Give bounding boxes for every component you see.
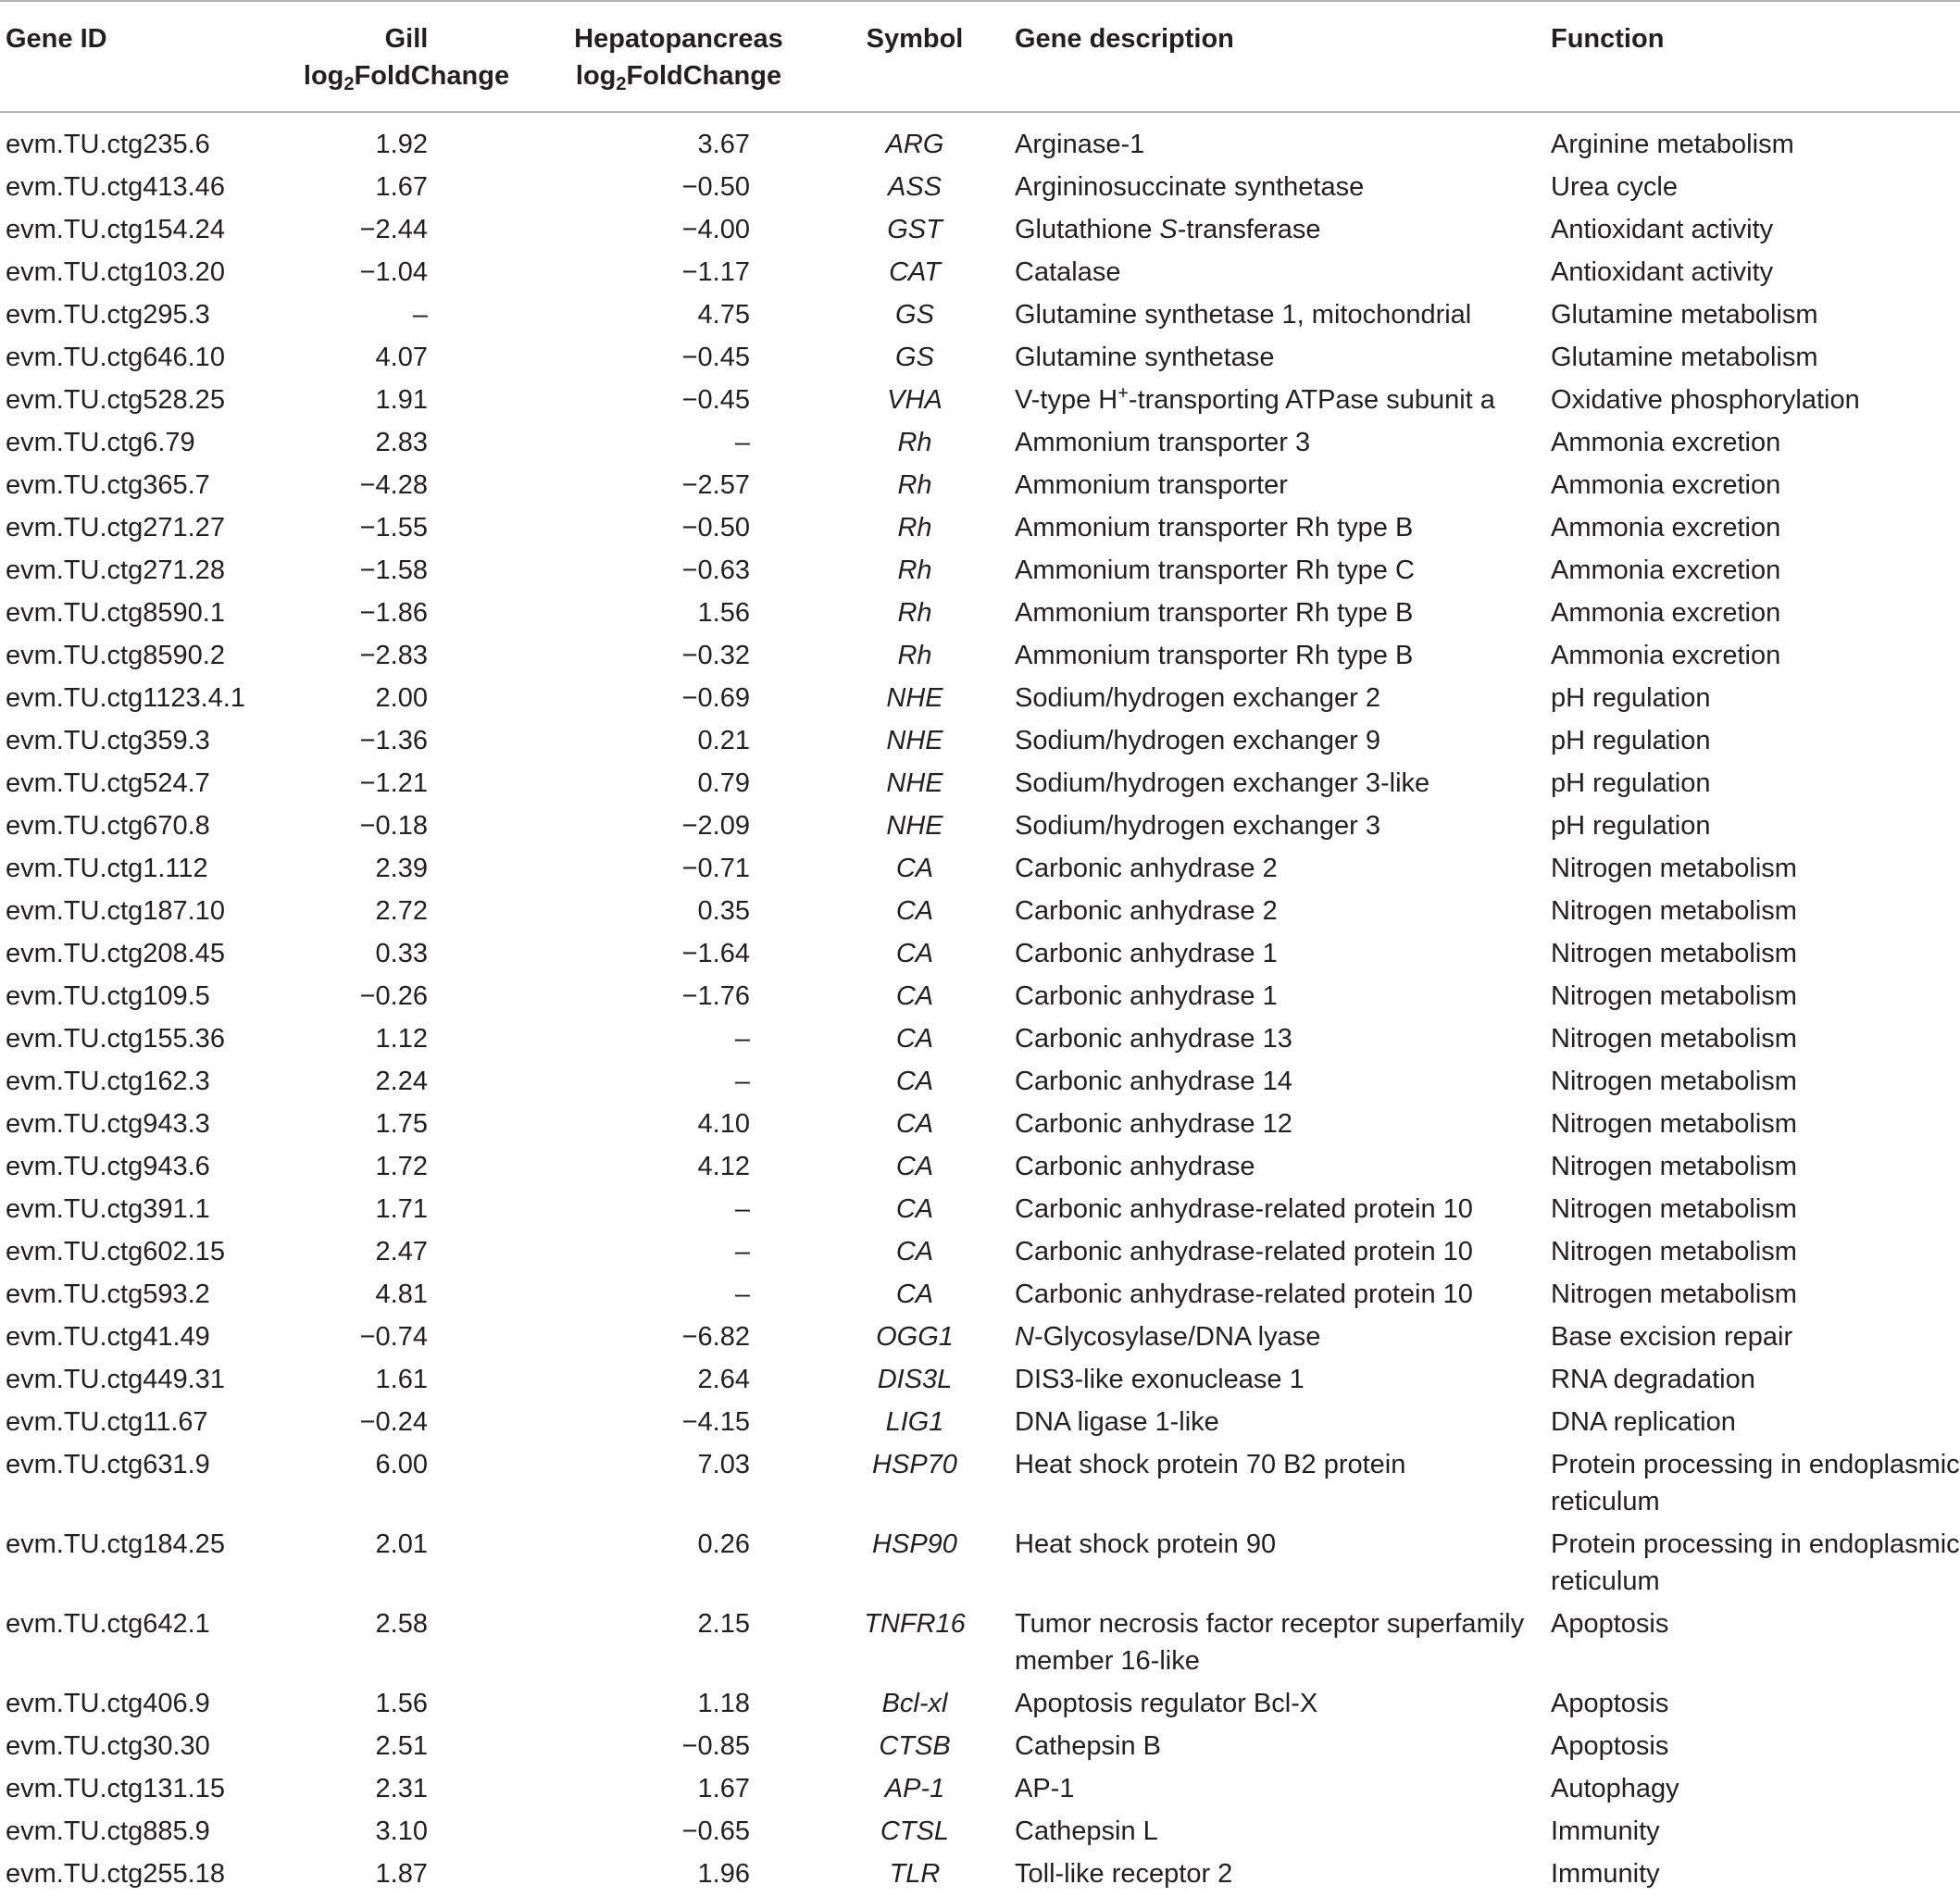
table-row xyxy=(0,251,1960,293)
function-cell: Protein processing in endoplasmic reticulum xyxy=(1551,1529,1960,1596)
gill-value-cell: 3.10 xyxy=(375,1816,428,1846)
gill-value-cell: −2.44 xyxy=(359,215,428,244)
gene-id-cell: evm.TU.ctg184.25 xyxy=(6,1529,225,1559)
hepatopancreas-value-cell: −4.00 xyxy=(681,215,750,244)
table-row xyxy=(0,677,1960,719)
hepatopancreas-value-cell: −0.69 xyxy=(681,683,750,713)
header-hep-log-sub: 2 xyxy=(616,74,627,94)
hepatopancreas-value-cell: 2.15 xyxy=(697,1609,750,1639)
gene-description-cell: N-Glycosylase/DNA lyase xyxy=(1015,1322,1321,1352)
gene-description-cell: Carbonic anhydrase-related protein 10 xyxy=(1015,1194,1473,1224)
gill-value-cell: 1.56 xyxy=(375,1689,428,1718)
gill-value-cell: −0.74 xyxy=(359,1322,428,1352)
gene-description-cell: Glutathione S-transferase xyxy=(1015,215,1321,244)
table-row xyxy=(0,1725,1960,1767)
gene-id-cell: evm.TU.ctg1.112 xyxy=(6,854,208,883)
table-row xyxy=(0,506,1960,549)
function-cell: Apoptosis xyxy=(1551,1731,1669,1761)
gene-id-cell: evm.TU.ctg162.3 xyxy=(6,1067,210,1096)
symbol-cell: CA xyxy=(895,939,934,968)
function-cell: Ammonia excretion xyxy=(1551,555,1781,585)
gill-value-cell: −4.28 xyxy=(359,470,428,500)
symbol-cell: ASS xyxy=(887,172,943,202)
symbol-cell: CTSB xyxy=(879,1731,951,1761)
gene-id-cell: evm.TU.ctg524.7 xyxy=(6,768,210,798)
gene-description-cell: Cathepsin B xyxy=(1015,1731,1161,1761)
hepatopancreas-value-cell: 1.56 xyxy=(697,598,750,628)
gene-id-cell: evm.TU.ctg670.8 xyxy=(6,811,210,841)
function-cell: Antioxidant activity xyxy=(1551,215,1774,244)
table-row xyxy=(0,421,1960,464)
table-row xyxy=(0,805,1960,847)
function-cell: pH regulation xyxy=(1551,811,1711,841)
table-row xyxy=(0,1682,1960,1725)
gene-id-cell: evm.TU.ctg271.28 xyxy=(6,555,225,585)
table-row xyxy=(0,932,1960,975)
table-row xyxy=(0,1060,1960,1103)
hepatopancreas-value-cell: – xyxy=(734,1067,750,1096)
function-cell: Nitrogen metabolism xyxy=(1551,1152,1797,1181)
gene-id-cell: evm.TU.ctg885.9 xyxy=(6,1816,210,1846)
hepatopancreas-value-cell: −0.65 xyxy=(681,1816,750,1846)
gill-value-cell: 1.91 xyxy=(375,385,428,415)
symbol-cell: Rh xyxy=(897,555,932,585)
gene-description-cell: Carbonic anhydrase 2 xyxy=(1015,896,1278,926)
hepatopancreas-value-cell: – xyxy=(734,428,750,457)
table-row xyxy=(0,719,1960,762)
function-cell: Nitrogen metabolism xyxy=(1551,896,1797,926)
hepatopancreas-value-cell: – xyxy=(734,1237,750,1267)
gene-id-cell: evm.TU.ctg187.10 xyxy=(6,896,225,926)
gene-description-cell: Carbonic anhydrase 12 xyxy=(1015,1109,1292,1139)
gill-value-cell: 2.58 xyxy=(375,1609,428,1639)
symbol-cell: CA xyxy=(895,1237,934,1267)
header-gill-title: Gill xyxy=(384,24,429,54)
function-cell: Autophagy xyxy=(1551,1774,1679,1803)
function-cell: RNA degradation xyxy=(1551,1365,1755,1394)
gene-id-cell: evm.TU.ctg295.3 xyxy=(6,300,210,330)
gene-id-cell: evm.TU.ctg391.1 xyxy=(6,1194,210,1224)
function-cell: DNA replication xyxy=(1551,1407,1736,1437)
gill-value-cell: 1.75 xyxy=(375,1109,428,1139)
table-row xyxy=(0,464,1960,506)
gill-value-cell: 4.81 xyxy=(375,1279,428,1309)
function-cell: Ammonia excretion xyxy=(1551,598,1781,628)
symbol-cell: ARG xyxy=(885,130,944,159)
gene-description-cell: Ammonium transporter Rh type B xyxy=(1015,513,1414,543)
header-hep-log-prefix: log xyxy=(575,61,617,91)
gene-description-cell: Ammonium transporter Rh type B xyxy=(1015,641,1414,670)
gene-description-cell: Glutamine synthetase 1, mitochondrial xyxy=(1015,300,1472,330)
function-cell: Nitrogen metabolism xyxy=(1551,1194,1797,1224)
gene-id-cell: evm.TU.ctg359.3 xyxy=(6,726,210,755)
gene-id-cell: evm.TU.ctg8590.1 xyxy=(6,598,225,628)
gene-id-cell: evm.TU.ctg413.46 xyxy=(6,172,225,202)
hepatopancreas-value-cell: – xyxy=(734,1279,750,1309)
gene-description-cell: Tumor necrosis factor receptor superfamily member 16-like xyxy=(1015,1609,1525,1676)
table-row xyxy=(0,1853,1960,1895)
table-row xyxy=(0,1017,1960,1060)
gene-id-cell: evm.TU.ctg602.15 xyxy=(6,1237,225,1267)
gene-id-cell: evm.TU.ctg103.20 xyxy=(6,257,225,287)
gene-description-cell: Carbonic anhydrase xyxy=(1015,1152,1255,1181)
gene-id-cell: evm.TU.ctg943.3 xyxy=(6,1109,210,1139)
table-row xyxy=(0,1316,1960,1358)
gill-value-cell: 1.87 xyxy=(375,1859,428,1889)
gill-value-cell: 1.67 xyxy=(375,172,428,202)
header-gill-log-suffix: FoldChange xyxy=(354,61,510,91)
hepatopancreas-value-cell: −1.76 xyxy=(681,981,750,1011)
function-cell: Urea cycle xyxy=(1551,172,1678,202)
header-hep-log-suffix: FoldChange xyxy=(626,61,782,91)
gill-value-cell: 1.72 xyxy=(375,1152,428,1181)
table-row xyxy=(0,293,1960,336)
hepatopancreas-value-cell: 1.18 xyxy=(697,1689,750,1718)
symbol-cell: GS xyxy=(895,300,934,330)
function-cell: Apoptosis xyxy=(1551,1609,1669,1639)
symbol-cell: CA xyxy=(895,1194,934,1224)
hepatopancreas-value-cell: −2.09 xyxy=(681,811,750,841)
gill-value-cell: −2.83 xyxy=(359,641,428,670)
gene-description-cell: Sodium/hydrogen exchanger 9 xyxy=(1015,726,1380,755)
hepatopancreas-value-cell: −6.82 xyxy=(681,1322,750,1352)
symbol-cell: CAT xyxy=(889,257,941,287)
function-cell: Glutamine metabolism xyxy=(1551,300,1818,330)
hepatopancreas-value-cell: 1.67 xyxy=(697,1774,750,1803)
gene-id-cell: evm.TU.ctg154.24 xyxy=(6,215,225,244)
symbol-cell: CA xyxy=(895,1109,934,1139)
gene-description-cell: Carbonic anhydrase 14 xyxy=(1015,1067,1292,1096)
symbol-cell: TLR xyxy=(889,1859,941,1889)
gene-description-cell: Carbonic anhydrase 2 xyxy=(1015,854,1278,883)
gene-description-cell: Carbonic anhydrase 1 xyxy=(1015,939,1278,968)
hepatopancreas-value-cell: −1.17 xyxy=(681,257,750,287)
gill-value-cell: 4.07 xyxy=(375,343,428,372)
gene-id-cell: evm.TU.ctg109.5 xyxy=(6,981,210,1011)
table-row xyxy=(0,762,1960,805)
gene-id-cell: evm.TU.ctg406.9 xyxy=(6,1689,210,1718)
function-cell: Nitrogen metabolism xyxy=(1551,1237,1797,1267)
gene-description-cell: Heat shock protein 70 B2 protein xyxy=(1015,1450,1406,1479)
symbol-cell: Bcl-xl xyxy=(881,1689,948,1718)
function-cell: Nitrogen metabolism xyxy=(1551,1109,1797,1139)
gill-value-cell: 2.00 xyxy=(375,683,428,713)
symbol-cell: Rh xyxy=(897,641,932,670)
table-row xyxy=(0,634,1960,677)
gill-value-cell: −1.55 xyxy=(359,513,428,543)
function-cell: Nitrogen metabolism xyxy=(1551,854,1797,883)
function-cell: Ammonia excretion xyxy=(1551,470,1781,500)
symbol-cell: NHE xyxy=(886,811,943,841)
gill-value-cell: – xyxy=(412,300,428,330)
symbol-cell: Rh xyxy=(897,470,932,500)
table-row xyxy=(0,975,1960,1017)
gill-value-cell: −0.18 xyxy=(359,811,428,841)
table-row xyxy=(0,592,1960,634)
function-cell: Nitrogen metabolism xyxy=(1551,939,1797,968)
symbol-cell: VHA xyxy=(887,385,943,415)
symbol-cell: Rh xyxy=(897,428,932,457)
symbol-cell: CA xyxy=(895,1279,934,1309)
gene-id-cell: evm.TU.ctg6.79 xyxy=(6,428,195,457)
hepatopancreas-value-cell: 0.35 xyxy=(697,896,750,926)
function-cell: Nitrogen metabolism xyxy=(1551,981,1797,1011)
hepatopancreas-value-cell: −2.57 xyxy=(681,470,750,500)
table-row xyxy=(0,336,1960,379)
symbol-cell: CA xyxy=(895,1024,934,1054)
table-row xyxy=(0,847,1960,890)
gill-value-cell: 1.92 xyxy=(375,130,428,159)
symbol-cell: AP-1 xyxy=(884,1774,945,1803)
table-row xyxy=(0,1443,1960,1523)
function-cell: Immunity xyxy=(1551,1816,1660,1846)
header-function: Function xyxy=(1543,1,1960,112)
gill-value-cell: 2.47 xyxy=(375,1237,428,1267)
gene-id-cell: evm.TU.ctg131.15 xyxy=(6,1774,225,1803)
gill-value-cell: 1.61 xyxy=(375,1365,428,1394)
table-row xyxy=(0,1810,1960,1853)
function-cell: Ammonia excretion xyxy=(1551,428,1781,457)
gene-id-cell: evm.TU.ctg8590.2 xyxy=(6,641,225,670)
hepatopancreas-value-cell: −0.85 xyxy=(681,1731,750,1761)
gill-value-cell: 0.33 xyxy=(375,939,428,968)
table-row xyxy=(0,1523,1960,1603)
gene-description-cell: Ammonium transporter Rh type C xyxy=(1015,555,1415,585)
symbol-cell: Rh xyxy=(897,598,932,628)
hepatopancreas-value-cell: 0.26 xyxy=(697,1529,750,1559)
gene-description-cell: Carbonic anhydrase-related protein 10 xyxy=(1015,1237,1473,1267)
header-gill xyxy=(278,1,535,112)
table-row xyxy=(0,1103,1960,1145)
gene-description-cell: DIS3-like exonuclease 1 xyxy=(1015,1365,1305,1394)
table-row xyxy=(0,379,1960,421)
function-cell: Ammonia excretion xyxy=(1551,641,1781,670)
gill-value-cell: 6.00 xyxy=(375,1450,428,1479)
header-gill-log-prefix: log xyxy=(303,61,344,91)
gill-value-cell: 2.01 xyxy=(375,1529,428,1559)
function-cell: Nitrogen metabolism xyxy=(1551,1067,1797,1096)
header-gill-log-sub: 2 xyxy=(343,74,355,94)
gene-id-cell: evm.TU.ctg271.27 xyxy=(6,513,225,543)
gene-description-cell: Heat shock protein 90 xyxy=(1015,1529,1277,1559)
gene-description-cell: Sodium/hydrogen exchanger 2 xyxy=(1015,683,1380,713)
function-cell: Protein processing in endoplasmic reticulum xyxy=(1551,1450,1960,1516)
header-row xyxy=(0,1,1960,112)
function-cell: pH regulation xyxy=(1551,683,1711,713)
table-row xyxy=(0,112,1960,166)
function-cell: Ammonia excretion xyxy=(1551,513,1781,543)
hepatopancreas-value-cell: −0.32 xyxy=(681,641,750,670)
gene-id-cell: evm.TU.ctg646.10 xyxy=(6,343,225,372)
hepatopancreas-value-cell: −0.50 xyxy=(681,172,750,202)
gill-value-cell: 1.71 xyxy=(375,1194,428,1224)
hepatopancreas-value-cell: 3.67 xyxy=(697,130,750,159)
gene-description-cell: Apoptosis regulator Bcl-X xyxy=(1015,1689,1318,1718)
table-header xyxy=(0,1,1960,112)
function-cell: Oxidative phosphorylation xyxy=(1551,385,1860,415)
symbol-cell: CA xyxy=(895,1152,934,1181)
hepatopancreas-value-cell: – xyxy=(734,1024,750,1054)
symbol-cell: CA xyxy=(895,854,934,883)
gene-description-cell: Ammonium transporter xyxy=(1015,470,1288,500)
function-cell: Apoptosis xyxy=(1551,1689,1669,1718)
symbol-cell: NHE xyxy=(886,683,943,713)
gill-value-cell: 2.31 xyxy=(375,1774,428,1803)
gene-description-cell: Cathepsin L xyxy=(1015,1816,1158,1846)
gene-description-cell: Glutamine synthetase xyxy=(1015,343,1275,372)
hepatopancreas-value-cell: 0.21 xyxy=(697,726,750,755)
gene-id-cell: evm.TU.ctg235.6 xyxy=(6,130,210,159)
gene-id-cell: evm.TU.ctg593.2 xyxy=(6,1279,210,1309)
gene-description-cell: Catalase xyxy=(1015,257,1121,287)
gill-value-cell: −1.58 xyxy=(359,555,428,585)
hepatopancreas-value-cell: 2.64 xyxy=(697,1365,750,1394)
hepatopancreas-value-cell: −0.71 xyxy=(681,854,750,883)
table-row xyxy=(0,1145,1960,1188)
function-cell: pH regulation xyxy=(1551,768,1711,798)
function-cell: pH regulation xyxy=(1551,726,1711,755)
hepatopancreas-value-cell: 1.96 xyxy=(697,1859,750,1889)
header-hep-title: Hepatopancreas xyxy=(574,24,783,54)
table-row xyxy=(0,1603,1960,1682)
gill-value-cell: 2.51 xyxy=(375,1731,428,1761)
gene-id-cell: evm.TU.ctg365.7 xyxy=(6,470,210,500)
gill-value-cell: 2.39 xyxy=(375,854,428,883)
gill-value-cell: 2.83 xyxy=(375,428,428,457)
table-row xyxy=(0,890,1960,932)
hepatopancreas-value-cell: 0.79 xyxy=(697,768,750,798)
function-cell: Antioxidant activity xyxy=(1551,257,1774,287)
symbol-cell: HSP70 xyxy=(872,1450,957,1479)
symbol-cell: DIS3L xyxy=(877,1365,953,1394)
symbol-cell: CA xyxy=(895,896,934,926)
table-row xyxy=(0,1188,1960,1230)
gill-value-cell: 2.24 xyxy=(375,1067,428,1096)
gene-description-cell: Arginase-1 xyxy=(1015,130,1145,159)
function-cell: Immunity xyxy=(1551,1859,1660,1889)
function-cell: Arginine metabolism xyxy=(1551,130,1794,159)
table-row xyxy=(0,1767,1960,1810)
header-gene-id: Gene ID xyxy=(0,1,278,112)
symbol-cell: GS xyxy=(895,343,934,372)
table-row xyxy=(0,1358,1960,1401)
gene-id-cell: evm.TU.ctg449.31 xyxy=(6,1365,225,1394)
symbol-cell: NHE xyxy=(886,726,943,755)
gene-description-cell: Sodium/hydrogen exchanger 3 xyxy=(1015,811,1380,841)
gill-value-cell: −0.24 xyxy=(359,1407,428,1437)
gill-value-cell: −1.21 xyxy=(359,768,428,798)
hepatopancreas-value-cell: −4.15 xyxy=(681,1407,750,1437)
header-symbol: Symbol xyxy=(822,1,1007,112)
gill-value-cell: −1.36 xyxy=(359,726,428,755)
gene-id-cell: evm.TU.ctg30.30 xyxy=(6,1731,210,1761)
symbol-cell: OGG1 xyxy=(876,1322,954,1352)
gene-description-cell: Ammonium transporter Rh type B xyxy=(1015,598,1414,628)
gene-id-cell: evm.TU.ctg41.49 xyxy=(6,1322,210,1352)
hepatopancreas-value-cell: 4.75 xyxy=(697,300,750,330)
function-cell: Glutamine metabolism xyxy=(1551,343,1818,372)
header-gene-description: Gene description xyxy=(1007,1,1543,112)
hepatopancreas-value-cell: −0.45 xyxy=(681,343,750,372)
gene-id-cell: evm.TU.ctg255.18 xyxy=(6,1859,225,1889)
symbol-cell: GST xyxy=(887,215,943,244)
gene-description-cell: Toll-like receptor 2 xyxy=(1015,1859,1233,1889)
gene-description-cell: AP-1 xyxy=(1015,1774,1075,1803)
function-cell: Nitrogen metabolism xyxy=(1551,1024,1797,1054)
table-row xyxy=(0,1401,1960,1443)
gene-description-cell: Carbonic anhydrase 1 xyxy=(1015,981,1278,1011)
hepatopancreas-value-cell: 4.12 xyxy=(697,1152,750,1181)
symbol-cell: Rh xyxy=(897,513,932,543)
gene-id-cell: evm.TU.ctg631.9 xyxy=(6,1450,210,1479)
gene-id-cell: evm.TU.ctg943.6 xyxy=(6,1152,210,1181)
hepatopancreas-value-cell: −0.45 xyxy=(681,385,750,415)
symbol-cell: CA xyxy=(895,1067,934,1096)
function-cell: Nitrogen metabolism xyxy=(1551,1279,1797,1309)
table-row xyxy=(0,166,1960,208)
function-cell: Base excision repair xyxy=(1551,1322,1793,1352)
gene-description-cell: Carbonic anhydrase 13 xyxy=(1015,1024,1292,1054)
gene-id-cell: evm.TU.ctg642.1 xyxy=(6,1609,210,1639)
gene-description-cell: Sodium/hydrogen exchanger 3-like xyxy=(1015,768,1430,798)
gill-value-cell: −1.04 xyxy=(359,257,428,287)
hepatopancreas-value-cell: 4.10 xyxy=(697,1109,750,1139)
table-row xyxy=(0,208,1960,251)
table-row xyxy=(0,1273,1960,1316)
hepatopancreas-value-cell: −0.50 xyxy=(681,513,750,543)
gill-value-cell: −1.86 xyxy=(359,598,428,628)
hepatopancreas-value-cell: −1.64 xyxy=(681,939,750,968)
gene-description-cell: Carbonic anhydrase-related protein 10 xyxy=(1015,1279,1473,1309)
gene-id-cell: evm.TU.ctg155.36 xyxy=(6,1024,225,1054)
gene-description-cell: Ammonium transporter 3 xyxy=(1015,428,1311,457)
gene-id-cell: evm.TU.ctg1123.4.1 xyxy=(6,683,245,713)
gene-description-cell: DNA ligase 1-like xyxy=(1015,1407,1219,1437)
gene-description-cell: V-type H+-transporting ATPase subunit a xyxy=(1015,383,1495,415)
symbol-cell: NHE xyxy=(886,768,943,798)
hepatopancreas-value-cell: – xyxy=(734,1194,750,1224)
gene-id-cell: evm.TU.ctg528.25 xyxy=(6,385,225,415)
table-row xyxy=(0,549,1960,592)
symbol-cell: LIG1 xyxy=(885,1407,944,1437)
gill-value-cell: −0.26 xyxy=(359,981,428,1011)
gene-id-cell: evm.TU.ctg208.45 xyxy=(6,939,225,968)
hepatopancreas-value-cell: −0.63 xyxy=(681,555,750,585)
table-row xyxy=(0,1230,1960,1273)
gill-value-cell: 2.72 xyxy=(375,896,428,926)
gene-id-cell: evm.TU.ctg11.67 xyxy=(6,1407,208,1437)
symbol-cell: CTSL xyxy=(880,1816,950,1846)
gene-description-cell: Argininosuccinate synthetase xyxy=(1015,172,1365,202)
symbol-cell: HSP90 xyxy=(872,1529,957,1559)
symbol-cell: CA xyxy=(895,981,934,1011)
symbol-cell: TNFR16 xyxy=(864,1609,966,1639)
gill-value-cell: 1.12 xyxy=(375,1024,428,1054)
header-hepatopancreas xyxy=(535,1,822,112)
hepatopancreas-value-cell: 7.03 xyxy=(697,1450,750,1479)
table-body xyxy=(0,112,1960,1895)
